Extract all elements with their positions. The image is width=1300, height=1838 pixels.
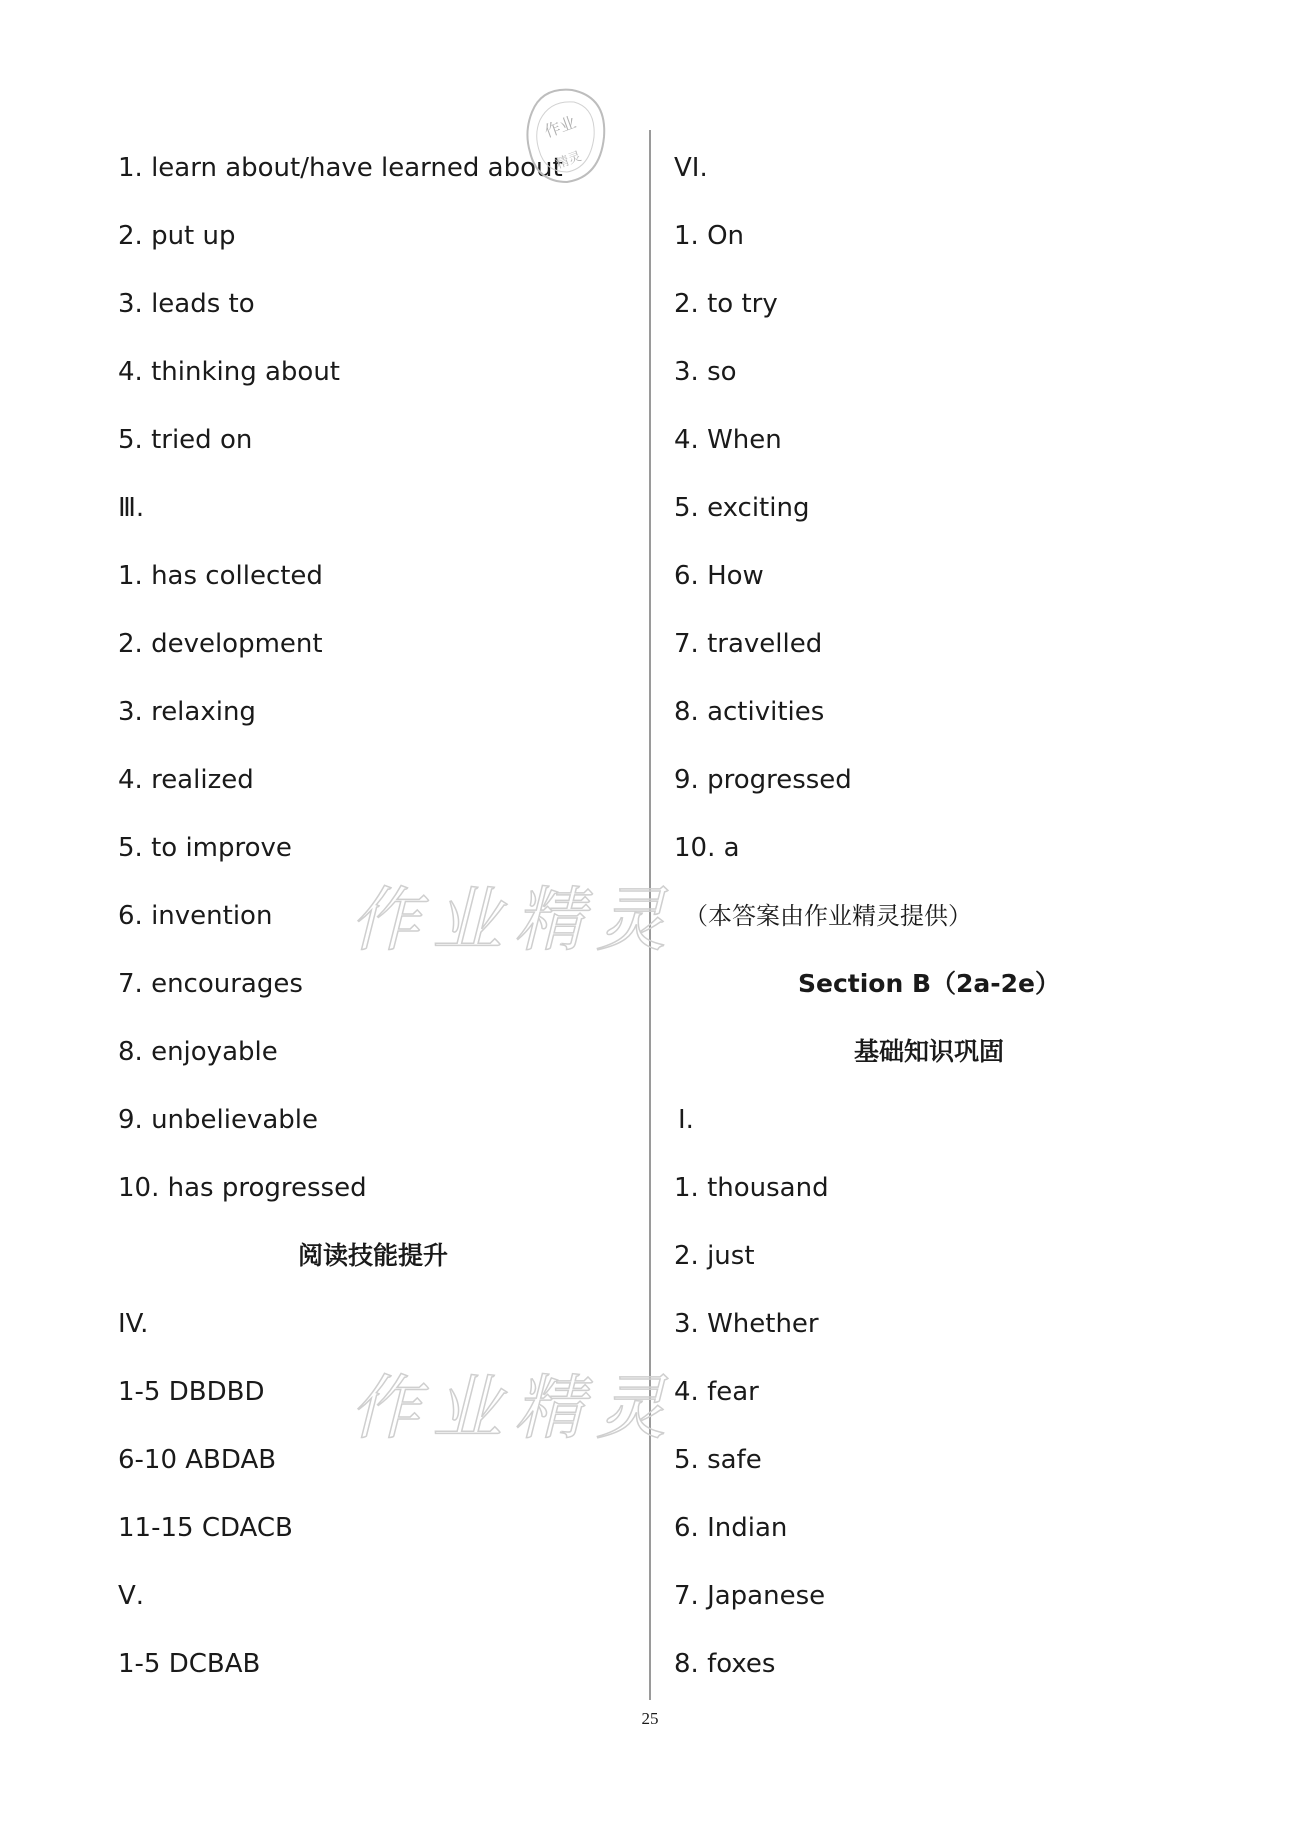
answer-line: 4. When [674, 425, 782, 455]
answer-line: 2. development [118, 629, 323, 659]
answer-line: 3. relaxing [118, 697, 256, 727]
answer-line: 3. leads to [118, 289, 255, 319]
answer-line: 7. Japanese [674, 1581, 826, 1611]
answer-line: 2. to try [674, 289, 778, 319]
answer-line: 11-15 CDACB [118, 1513, 293, 1543]
source-note: （本答案由作业精灵提供） [684, 902, 972, 930]
answer-line: 8. enjoyable [118, 1037, 278, 1067]
answer-line: 8. foxes [674, 1649, 776, 1679]
section-numeral: Ⅰ. [678, 1105, 694, 1135]
stamp-text: 作业 [541, 112, 579, 142]
answer-line: 1. learn about/have learned about [118, 153, 563, 183]
section-numeral: Ⅲ. [118, 493, 145, 523]
section-numeral: Ⅴ. [118, 1581, 145, 1611]
answer-line: 4. realized [118, 765, 254, 795]
section-numeral: VI. [674, 153, 708, 183]
answer-line: 6. How [674, 561, 764, 591]
answer-line: 1. has collected [118, 561, 323, 591]
answer-line: 5. to improve [118, 833, 292, 863]
answer-line: 4. fear [674, 1377, 759, 1407]
answer-line: 10. has progressed [118, 1173, 367, 1203]
answer-line: 5. exciting [674, 493, 810, 523]
watermark-text: 作业精灵 [350, 879, 678, 961]
answer-line: 1-5 DCBAB [118, 1649, 261, 1679]
watermark-text: 作业精灵 [350, 1367, 678, 1449]
answer-line: 6-10 ABDAB [118, 1445, 277, 1475]
answer-line: 6. Indian [674, 1513, 788, 1543]
answer-line: 2. put up [118, 221, 236, 251]
page-number: 25 [641, 1709, 659, 1728]
answer-line: 1. On [674, 221, 745, 251]
answer-line: 6. invention [118, 901, 273, 931]
answer-line: 5. safe [674, 1445, 762, 1475]
section-heading: Section B（2a-2e） [797, 969, 1061, 998]
answer-line: 7. encourages [118, 969, 303, 999]
stamp-lower-text: 精灵 [554, 149, 584, 173]
answer-line: 8. activities [674, 697, 825, 727]
answer-line: 4. thinking about [118, 357, 340, 387]
answer-line: 7. travelled [674, 629, 823, 659]
answer-line: 1-5 DBDBD [118, 1377, 265, 1407]
column-divider [649, 130, 651, 1700]
answer-line: 10. a [674, 833, 740, 863]
section-numeral: IV. [118, 1309, 149, 1339]
answer-line: 1. thousand [674, 1173, 829, 1203]
answer-line: 9. unbelievable [118, 1105, 319, 1135]
answer-line: 5. tried on [118, 425, 253, 455]
section-heading: 阅读技能提升 [297, 1241, 448, 1270]
answer-line: 3. Whether [674, 1309, 819, 1339]
answer-line: 2. just [674, 1241, 755, 1271]
answer-line: 9. progressed [674, 765, 852, 795]
sub-heading: 基础知识巩固 [853, 1037, 1004, 1066]
answer-line: 3. so [674, 357, 737, 387]
